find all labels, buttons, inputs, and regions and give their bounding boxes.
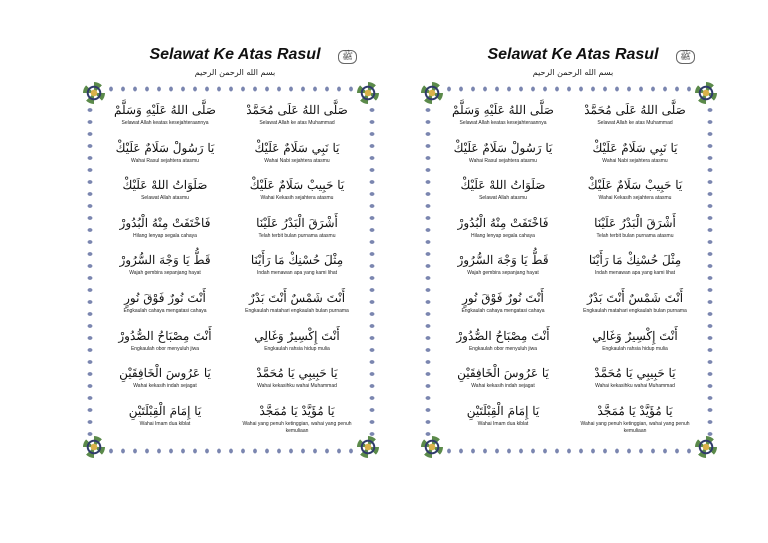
verse-left bbox=[99, 250, 231, 288]
selawat-sheet-left bbox=[79, 40, 391, 460]
verse-right bbox=[569, 326, 701, 364]
translation-text: Engkaulah matahari engkaulah bulan purnama bbox=[245, 307, 349, 314]
arabic-text: صَلَّى اللهُ عَلَى مُحَمَّدْ bbox=[246, 103, 348, 117]
verse-row bbox=[99, 288, 363, 326]
verse-right bbox=[231, 288, 363, 326]
translation-text: Selawat Allah atasmu bbox=[141, 195, 189, 202]
page-title: Selawat Ke Atas Rasul bbox=[149, 46, 321, 63]
corner-ornament-icon bbox=[421, 436, 443, 458]
verse-left bbox=[99, 213, 231, 251]
translation-text: Wajah gembira sepanjang hayat bbox=[467, 270, 539, 277]
arabic-text: مِثْلَ حُسْنِكْ مَا رَأَيْنَا bbox=[588, 253, 682, 268]
arabic-text: أَنْتَ نُورٌ فَوْقَ نُورٍ bbox=[462, 290, 544, 305]
verse-left bbox=[99, 100, 231, 138]
page-title: Selawat Ke Atas Rasul bbox=[487, 46, 659, 63]
arabic-text: صَلَّى اللهُ عَلَيْهِ وَسَلَّمْ bbox=[114, 103, 216, 117]
verse-left bbox=[437, 250, 569, 288]
arabic-text: فَاخْتَفَتْ مِنْهُ الْبُدُورْ bbox=[119, 215, 211, 230]
translation-text: Wahai yang penuh ketinggian, wahai yang penuh kemuliaan bbox=[580, 420, 690, 434]
translation-text: Wahai Kekasih sejahtera atasmu bbox=[260, 195, 334, 202]
verse-right bbox=[569, 363, 701, 401]
translation-text: Wahai Nabi sejahtera atasmu bbox=[602, 157, 668, 164]
floral-border-top bbox=[105, 84, 357, 94]
translation-text: Indah menawan apa yang kami lihat bbox=[256, 270, 338, 277]
verse-row bbox=[99, 401, 363, 439]
arabic-text: يَا رَسُولْ سَلَامٌ عَلَيْكْ bbox=[115, 140, 215, 155]
verse-row bbox=[437, 401, 701, 439]
verse-left bbox=[99, 288, 231, 326]
floral-border-bottom bbox=[443, 446, 695, 456]
arabic-text: يَا حَبِيبْ سَلَامٌ عَلَيْكْ bbox=[249, 178, 345, 193]
arabic-text: يَا حَبِيبِي يَا مُحَمَّدْ bbox=[256, 366, 338, 381]
translation-text: Wahai Rasul sejahtera atasmu bbox=[131, 157, 199, 164]
translation-text: Wahai kekasih indah sejagat bbox=[133, 383, 197, 390]
arabic-text: مِثْلَ حُسْنِكْ مَا رَأَيْنَا bbox=[250, 253, 344, 268]
saw-calligraphy-icon: ﷺ bbox=[676, 50, 695, 64]
translation-text: Wahai Imam dua kiblat bbox=[477, 420, 529, 427]
floral-border-top bbox=[443, 84, 695, 94]
arabic-text: يَا إِمَامَ الْقِبْلَتَيْنِ bbox=[128, 403, 202, 418]
verse-right bbox=[231, 213, 363, 251]
verse-left bbox=[437, 363, 569, 401]
translation-text: Wahai Kekasih sejahtera atasmu bbox=[598, 195, 672, 202]
ornamental-frame bbox=[421, 82, 717, 458]
arabic-text: صَلَوَاتُ اللهْ عَلَيْكْ bbox=[122, 178, 208, 193]
verse-row bbox=[99, 326, 363, 364]
translation-text: Wahai Nabi sejahtera atasmu bbox=[264, 157, 330, 164]
arabic-text: فَاخْتَفَتْ مِنْهُ الْبُدُورْ bbox=[457, 215, 549, 230]
floral-border-left bbox=[423, 104, 433, 436]
arabic-text: أَنْتَ نُورٌ فَوْقَ نُورٍ bbox=[124, 290, 206, 305]
floral-border-bottom bbox=[105, 446, 357, 456]
verse-right bbox=[231, 250, 363, 288]
verse-right bbox=[569, 288, 701, 326]
translation-text: Wahai kekasihku wahai Muhammad bbox=[595, 383, 675, 390]
translation-text: Telah terbit bulan purnama atasmu bbox=[258, 232, 336, 239]
verse-row bbox=[437, 326, 701, 364]
translation-text: Wahai kekasih indah sejagat bbox=[471, 383, 535, 390]
verse-left bbox=[99, 175, 231, 213]
verse-row bbox=[437, 138, 701, 176]
verse-left bbox=[437, 401, 569, 439]
selawat-sheet-right bbox=[417, 40, 729, 460]
floral-border-right bbox=[367, 104, 377, 436]
translation-text: Wahai Rasul sejahtera atasmu bbox=[469, 157, 537, 164]
arabic-text: يَا نَبِي سَلَامٌ عَلَيْكْ bbox=[254, 140, 340, 155]
arabic-text: يَا حَبِيبِي يَا مُحَمَّدْ bbox=[594, 366, 676, 381]
verse-right bbox=[231, 138, 363, 176]
arabic-text: يَا عَرُوسَ الْخَافِقَيْنِ bbox=[457, 366, 549, 381]
verse-row bbox=[99, 363, 363, 401]
verse-row bbox=[437, 250, 701, 288]
verse-list bbox=[437, 100, 701, 438]
verse-left bbox=[99, 401, 231, 439]
verse-right bbox=[569, 100, 701, 138]
arabic-text: يَا مُؤَيَّدْ يَا مُمَجَّدْ bbox=[259, 403, 335, 418]
verse-left bbox=[437, 213, 569, 251]
arabic-text: قَطُّ يَا وَجْهَ السُّرُورْ bbox=[119, 253, 211, 268]
verse-right bbox=[231, 175, 363, 213]
arabic-text: يَا عَرُوسَ الْخَافِقَيْنِ bbox=[119, 366, 211, 381]
translation-text: Selawat Allah keatas kesejahteraannya bbox=[121, 120, 209, 126]
arabic-text: صَلَّى اللهُ عَلَى مُحَمَّدْ bbox=[584, 103, 686, 117]
verse-right bbox=[569, 175, 701, 213]
translation-text: Wahai yang penuh ketinggian, wahai yang penuh kemuliaan bbox=[242, 420, 352, 434]
verse-row bbox=[437, 213, 701, 251]
saw-calligraphy-icon: ﷺ bbox=[338, 50, 357, 64]
verse-left bbox=[99, 363, 231, 401]
translation-text: Selawat Allah keatas kesejahteraannya bbox=[459, 120, 547, 126]
translation-text: Engkaulah rahsia hidup mulia bbox=[602, 345, 668, 352]
arabic-text: صَلَّى اللهُ عَلَيْهِ وَسَلَّمْ bbox=[452, 103, 554, 117]
arabic-text: أَشْرَقَ الْبَدْرُ عَلَيْنَا bbox=[594, 215, 676, 230]
verse-row bbox=[99, 213, 363, 251]
corner-ornament-icon bbox=[83, 436, 105, 458]
translation-text: Hilang lenyap segala cahaya bbox=[133, 232, 197, 239]
verse-row bbox=[99, 250, 363, 288]
translation-text: Hilang lenyap segala cahaya bbox=[471, 232, 535, 239]
verse-row bbox=[437, 288, 701, 326]
verse-right bbox=[569, 250, 701, 288]
verse-row bbox=[99, 100, 363, 138]
verse-right bbox=[231, 100, 363, 138]
verse-row bbox=[437, 100, 701, 138]
ornamental-frame bbox=[83, 82, 379, 458]
arabic-text: أَنْتَ إِكْسِيرٌ وَغَالِي bbox=[254, 328, 340, 343]
arabic-text: أَشْرَقَ الْبَدْرُ عَلَيْنَا bbox=[256, 215, 338, 230]
verse-list bbox=[99, 100, 363, 438]
arabic-text: أَنْتَ شَمْسٌ أَنْتَ بَدْرٌ bbox=[586, 290, 684, 305]
bismillah-text: بسم الله الرحمن الرحيم bbox=[194, 68, 276, 77]
translation-text: Wahai Imam dua kiblat bbox=[139, 420, 191, 427]
verse-left bbox=[99, 326, 231, 364]
translation-text: Selawat Allah ke atas Muhammad bbox=[259, 120, 335, 126]
arabic-text: صَلَوَاتُ اللهْ عَلَيْكْ bbox=[460, 178, 546, 193]
arabic-text: قَطُّ يَا وَجْهَ السُّرُورْ bbox=[457, 253, 549, 268]
translation-text: Wahai kekasihku wahai Muhammad bbox=[257, 383, 337, 390]
arabic-text: يَا مُؤَيَّدْ يَا مُمَجَّدْ bbox=[597, 403, 673, 418]
arabic-text: يَا إِمَامَ الْقِبْلَتَيْنِ bbox=[466, 403, 540, 418]
verse-left bbox=[437, 288, 569, 326]
verse-left bbox=[437, 175, 569, 213]
verse-right bbox=[231, 363, 363, 401]
verse-left bbox=[437, 138, 569, 176]
translation-text: Engkaulah matahari engkaulah bulan purnama bbox=[583, 307, 687, 314]
translation-text: Selawat Allah atasmu bbox=[479, 195, 527, 202]
arabic-text: يَا نَبِي سَلَامٌ عَلَيْكْ bbox=[592, 140, 678, 155]
verse-right bbox=[231, 326, 363, 364]
verse-right bbox=[231, 401, 363, 439]
arabic-text: أَنْتَ مِصْبَاحُ الصُّدُورْ bbox=[118, 328, 212, 343]
arabic-text: يَا حَبِيبْ سَلَامٌ عَلَيْكْ bbox=[587, 178, 683, 193]
verse-right bbox=[569, 401, 701, 439]
translation-text: Engkaulah obor menyuluh jiwa bbox=[130, 345, 200, 352]
verse-row bbox=[437, 363, 701, 401]
verse-left bbox=[437, 100, 569, 138]
arabic-text: يَا رَسُولْ سَلَامٌ عَلَيْكْ bbox=[453, 140, 553, 155]
translation-text: Selawat Allah ke atas Muhammad bbox=[597, 120, 673, 126]
corner-ornament-icon bbox=[357, 436, 379, 458]
arabic-text: أَنْتَ مِصْبَاحُ الصُّدُورْ bbox=[456, 328, 550, 343]
translation-text: Wajah gembira sepanjang hayat bbox=[129, 270, 201, 277]
floral-border-left bbox=[85, 104, 95, 436]
translation-text: Engkaulah cahaya mengatasi cahaya bbox=[461, 307, 545, 314]
bismillah-text: بسم الله الرحمن الرحيم bbox=[532, 68, 614, 77]
translation-text: Engkaulah obor menyuluh jiwa bbox=[468, 345, 538, 352]
translation-text: Engkaulah cahaya mengatasi cahaya bbox=[123, 307, 207, 314]
translation-text: Engkaulah rahsia hidup mulia bbox=[264, 345, 330, 352]
translation-text: Indah menawan apa yang kami lihat bbox=[594, 270, 676, 277]
verse-left bbox=[437, 326, 569, 364]
verse-row bbox=[99, 175, 363, 213]
corner-ornament-icon bbox=[695, 436, 717, 458]
verse-row bbox=[437, 175, 701, 213]
arabic-text: أَنْتَ شَمْسٌ أَنْتَ بَدْرٌ bbox=[248, 290, 346, 305]
floral-border-right bbox=[705, 104, 715, 436]
verse-right bbox=[569, 213, 701, 251]
arabic-text: أَنْتَ إِكْسِيرٌ وَغَالِي bbox=[592, 328, 678, 343]
verse-right bbox=[569, 138, 701, 176]
verse-left bbox=[99, 138, 231, 176]
translation-text: Telah terbit bulan purnama atasmu bbox=[596, 232, 674, 239]
verse-row bbox=[99, 138, 363, 176]
